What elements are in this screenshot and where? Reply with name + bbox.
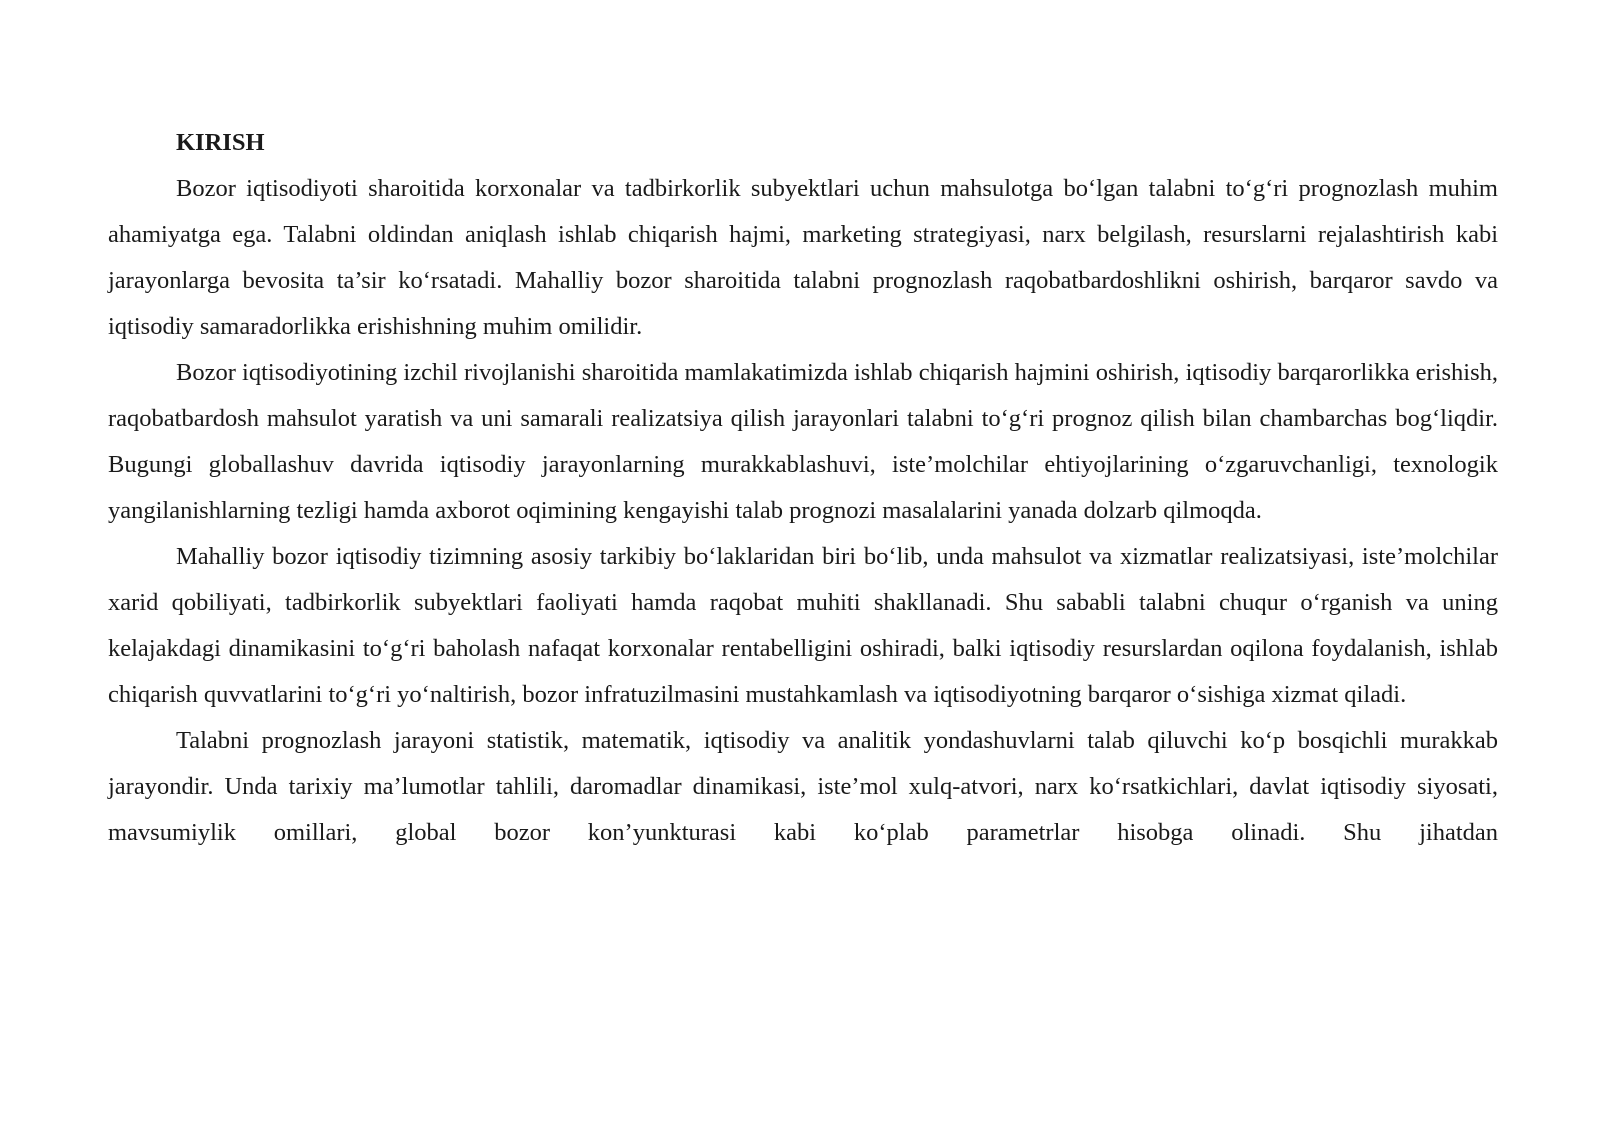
paragraph-3: Mahalliy bozor iqtisodiy tizimning asosiy tarkibiy bo‘laklaridan biri bo‘lib, unda mahsulot va xizmatlar realizatsiyasi, iste’molchilar xarid qobiliyati, tadbirkorlik subyektlari faoliyati hamda raqobat muhiti shakllanadi. Shu sababli talabni chuqur o‘rganish va uning kelajakdagi dinamikasini to‘g‘ri baholash nafaqat korxonalar rentabelligini oshiradi, balki iqtisodiy resurslardan oqilona foydalanish, ishlab chiqarish quvvatlarini to‘g‘ri yo‘naltirish, bozor infratuzilmasini mustahkamlash va iqtisodiyotning barqaror o‘sishiga xizmat qiladi. [108,543,1498,708]
document-body [108,120,1498,856]
section-heading: KIRISH [176,129,265,156]
paragraph-1: Bozor iqtisodiyoti sharoitida korxonalar va tadbirkorlik subyektlari uchun mahsulotga bo‘lgan talabni to‘g‘ri prognozlash muhim ahamiyatga ega. Talabni oldindan aniqlash ishlab chiqarish hajmi, marketing strategiyasi, narx belgilash, resurslarni rejalashtirish kabi jarayonlarga bevosita ta’sir ko‘rsatadi. Mahalliy bozor sharoitida talabni prognozlash raqobatbardoshlikni oshirish, barqaror savdo va iqtisodiy samaradorlikka erishishning muhim omilidir. [108,175,1498,340]
paragraph-2: Bozor iqtisodiyotining izchil rivojlanishi sharoitida mamlakatimizda ishlab chiqarish hajmini oshirish, iqtisodiy barqarorlikka erishish, raqobatbardosh mahsulot yaratish va uni samarali realizatsiya qilish jarayonlari talabni to‘g‘ri prognoz qilish bilan chambarchas bog‘liqdir. Bugungi globallashuv davrida iqtisodiy jarayonlarning murakkablashuvi, iste’molchilar ehtiyojlarining o‘zgaruvchanligi, texnologik yangilanishlarning tezligi hamda axborot oqimining kengayishi talab prognozi masalalarini yanada dolzarb qilmoqda. [108,359,1498,524]
paragraph-4: Talabni prognozlash jarayoni statistik, matematik, iqtisodiy va analitik yondashuvlarni talab qiluvchi ko‘p bosqichli murakkab jarayondir. Unda tarixiy ma’lumotlar tahlili, daromadlar dinamikasi, iste’mol xulq-atvori, narx ko‘rsatkichlari, davlat iqtisodiy siyosati, mavsumiylik omillari, global bozor kon’yunkturasi kabi ko‘plab parametrlar hisobga olinadi. Shu jihatdan [108,727,1498,846]
